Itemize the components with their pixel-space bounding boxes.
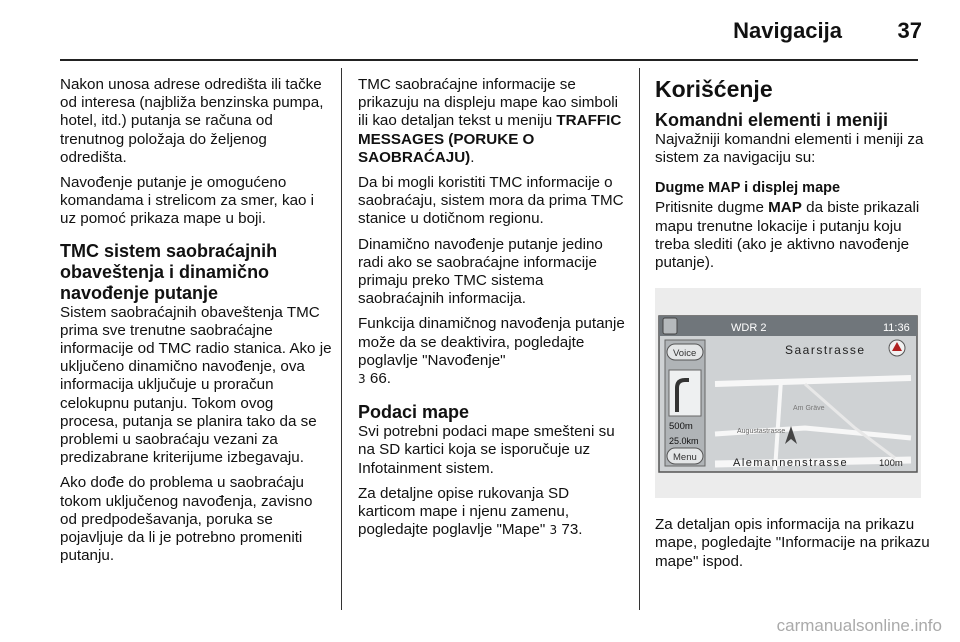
column-divider-1	[341, 68, 342, 610]
column-1	[60, 76, 332, 572]
map-info-paragraph: Za detaljan opis informacija na prikazu mape, pogledajte "Informacije na prikazu mape" ispod.	[655, 516, 930, 570]
map-button-paragraph: Pritisnite dugme MAP da biste prikazali mapu trenutne lokacije i putanju koju treba slediti (ako je aktivno navođenje putanje).	[655, 199, 920, 272]
traffic-problem-paragraph: Ako dođe do problema u saobraćaju tokom uključenog navođenja, zavisno od predpodešavanja, poruka se pojavljuje da li je potrebno promeniti putanju.	[60, 474, 313, 565]
column-2	[358, 76, 630, 546]
turn-distance-label: 500m	[669, 421, 693, 433]
map-scale-label: 100m	[879, 458, 903, 470]
guidance-paragraph: Navođenje putanje je omogućeno komandama i strelicom za smer, kao i uz pomoć prikaza mape u boji.	[60, 174, 315, 228]
sd-card-reference-paragraph: Za detaljne opise rukovanja SD karticom mape i njenu zamenu, pogledajte poglavlje "Mape" 3 73.	[358, 484, 583, 539]
column-3	[655, 76, 930, 578]
dynamic-guidance-paragraph: Dinamično navođenje putanje jedino radi ako se saobraćajne informacije primaju preko TMC sistema saobraćajnih informacija.	[358, 235, 603, 308]
map-screenshot	[655, 288, 921, 498]
radio-station-label: WDR 2	[731, 322, 767, 335]
total-distance-label: 25.0km	[669, 436, 699, 447]
header-divider	[60, 59, 918, 61]
home-icon	[663, 318, 677, 334]
tmc-heading: TMC sistem saobraćajnih obaveštenja i dinamično navođenje putanje	[60, 240, 278, 303]
intro-paragraph: Nakon unosa adrese odredišta ili tačke od interesa (najbliža benzinska pumpa, hotel, itd.) putanja se računa od trenutnog položaja do željenog odredišta.	[60, 76, 324, 166]
page-number: 37	[897, 18, 922, 43]
page-header	[0, 0, 960, 60]
map-data-heading: Podaci mape	[358, 402, 470, 423]
traffic-messages-menu-name: TRAFFIC MESSAGES (PORUKE O SAOBRAĆAJU)	[358, 112, 622, 166]
clock-label: 11:36	[883, 322, 910, 335]
current-street-label: Alemannenstrasse	[733, 457, 849, 470]
map-display-figure	[655, 288, 921, 498]
tmc-paragraph: Sistem saobraćajnih obaveštenja TMC prima sve trenutne saobraćajne informacije od TMC radio stanica. Ako je uključeno dinamično navođenje, ova informacija uključuje u proračun celokupnu putanju. Tokom ovog procesa, putanja se planira tako da se problemi u saobraćaju vezani za predizabrane kriterijume izbegavaju.	[60, 303, 332, 467]
page-ref-icon: 3	[358, 372, 366, 387]
controls-heading: Komandni elementi i meniji	[655, 110, 889, 130]
map-button-name: MAP	[768, 199, 802, 217]
column-divider-2	[639, 68, 640, 610]
top-street-label: Saarstrasse	[785, 343, 866, 358]
minor-street-label: Augustastrasse	[737, 428, 786, 436]
page-title: Navigacija	[733, 18, 842, 43]
tmc-reception-paragraph: Da bi mogli koristiti TMC informacije o saobraćaju, sistem mora da prima TMC stanice u dotičnom regionu.	[358, 174, 624, 228]
controls-paragraph: Najvažniji komandni elementi i meniji za sistem za navigaciju su:	[655, 131, 924, 167]
footer-watermark: carmanualsonline.info	[776, 616, 942, 635]
sd-card-paragraph: Svi potrebni podaci mape smešteni su na SD kartici koja se isporučuje uz Infotainment sistem.	[358, 423, 615, 477]
page-ref-icon: 3	[549, 523, 558, 538]
menu-button-label: Menu	[673, 452, 697, 464]
voice-button-label: Voice	[673, 348, 697, 360]
map-button-heading: Dugme MAP i displej mape	[655, 180, 841, 197]
deactivate-paragraph: Funkcija dinamičnog navođenja putanje može da se deaktivira, pogledajte poglavlje "Navođenje" 3 66.	[358, 315, 625, 388]
tmc-display-paragraph: TMC saobraćajne informacije se prikazuju na displeju mape kao simboli ili kao detaljan tekst u meniju TRAFFIC MESSAGES (PORUKE O SAOBRAĆAJU).	[358, 76, 622, 166]
minor-street-label: Am Gräve	[793, 405, 825, 413]
usage-heading: Korišćenje	[655, 76, 773, 102]
